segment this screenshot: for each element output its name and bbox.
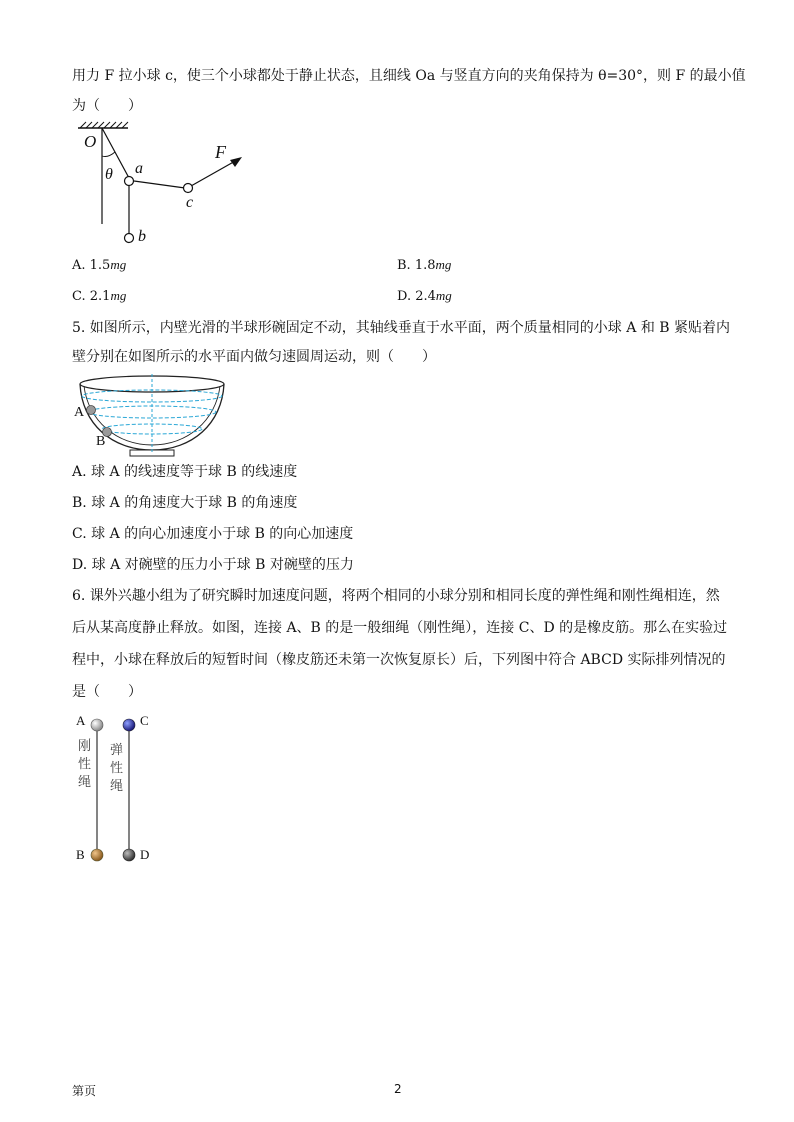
label-ball-A: A — [74, 405, 85, 420]
label-A: A — [76, 713, 86, 728]
q5-stem-line1: 5. 如图所示，内壁光滑的半球形碗固定不动，其轴线垂直于水平面，两个质量相同的小球 A 和 B 紧贴着内 — [72, 320, 731, 336]
q4-stem-line2: 为（ ） — [72, 98, 142, 114]
label-C: C — [140, 713, 149, 728]
label-b: b — [138, 228, 146, 245]
label-c: c — [186, 194, 194, 211]
label-ball-B: B — [96, 434, 106, 449]
label-F: F — [215, 142, 226, 162]
q5-bowl-diagram — [72, 372, 232, 458]
q6-stem-line4: 是（ ） — [72, 684, 142, 700]
q6-stem-line3: 程中，小球在释放后的短暂时间（橡皮筋还未第一次恢复原长）后，下列图中符合 ABCD 实际排列情况的 — [72, 652, 726, 668]
q6-rope-diagram — [72, 710, 172, 870]
q5-stem-line2: 壁分别在如图所示的水平面内做匀速圆周运动，则（ ） — [72, 349, 436, 365]
q4-option-a: A. 1.5mg — [72, 257, 127, 273]
q6-stem-line2: 后从某高度静止释放。如图，连接 A、B 的是一般细绳（刚性绳），连接 C、D 的是橡皮筋。那么在实验过 — [72, 620, 728, 636]
label-rigid-rope: 刚 性 绳 — [78, 739, 92, 790]
q5-option-c: C. 球 A 的向心加速度小于球 B 的向心加速度 — [72, 526, 354, 542]
label-B: B — [76, 847, 85, 862]
q6-stem-line1: 6. 课外兴趣小组为了研究瞬时加速度问题，将两个相同的小球分别和相同长度的弹性绳和刚性绳相连，然 — [72, 588, 720, 604]
label-elastic-rope: 弹 性 绳 — [110, 743, 124, 794]
label-D: D — [140, 847, 150, 862]
q5-option-d: D. 球 A 对碗壁的压力小于球 B 对碗壁的压力 — [72, 557, 354, 573]
footer-left: 第页 — [72, 1084, 97, 1098]
label-a: a — [135, 160, 143, 177]
label-O: O — [84, 132, 97, 151]
q4-option-b: B. 1.8mg — [397, 257, 452, 273]
q4-option-d: D. 2.4mg — [397, 288, 452, 304]
label-theta: θ — [105, 166, 113, 183]
q5-option-a: A. 球 A 的线速度等于球 B 的线速度 — [72, 464, 298, 480]
q4-option-c: C. 2.1mg — [72, 288, 127, 304]
q4-force-diagram — [72, 120, 252, 250]
page-number: 2 — [394, 1082, 402, 1096]
q4-stem-line1: 用力 F 拉小球 c，使三个小球都处于静止状态，且细线 Oa 与竖直方向的夹角保持为 θ=30°，则 F 的最小值 — [72, 68, 746, 84]
q5-option-b: B. 球 A 的角速度大于球 B 的角速度 — [72, 495, 298, 511]
